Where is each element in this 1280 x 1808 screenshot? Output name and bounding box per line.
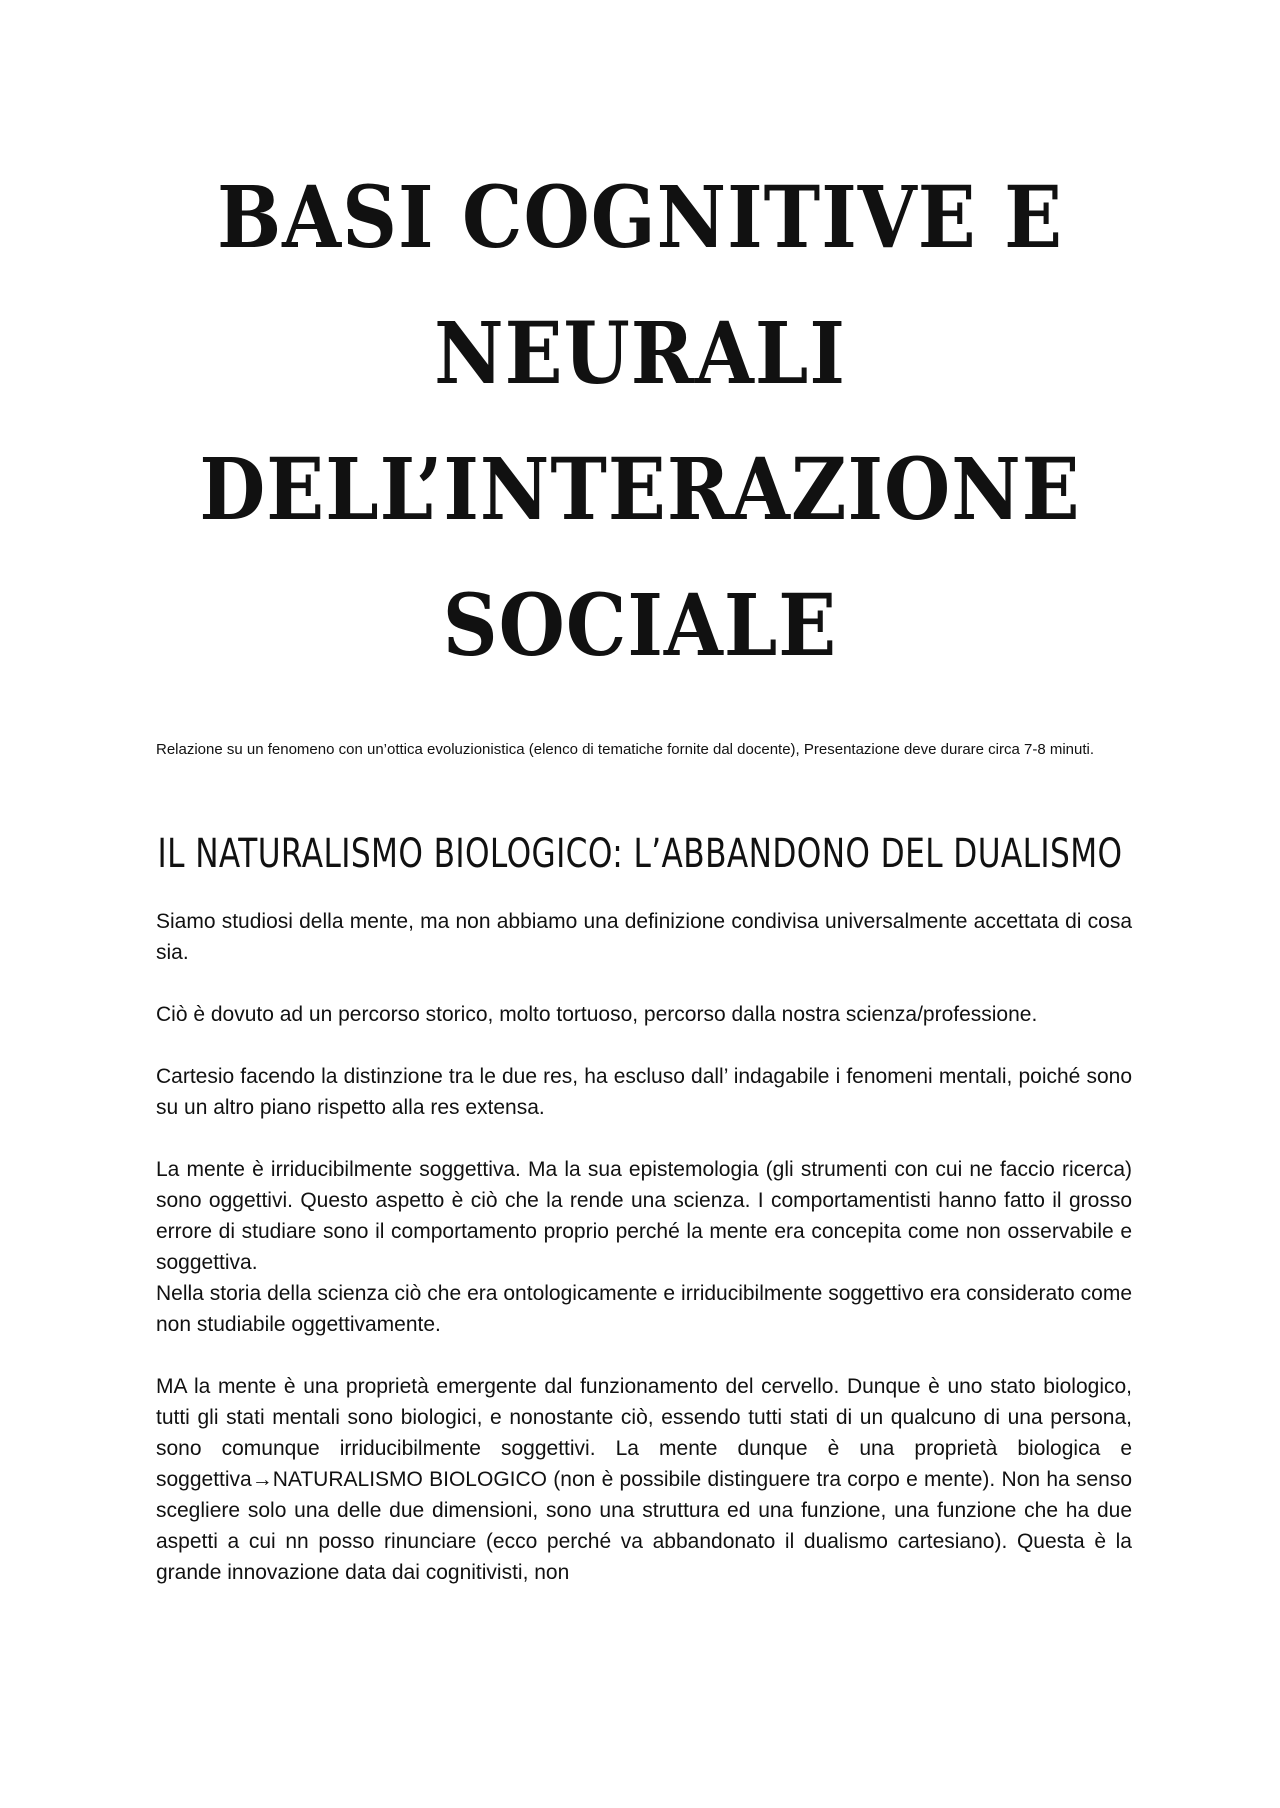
paragraph-3: Cartesio facendo la distinzione tra le due res, ha escluso dall’ indagabile i fenomeni mentali, poiché sono su un altro piano rispetto alla res extensa. [156, 1065, 1132, 1119]
paragraph-6: MA la mente è una proprietà emergente dal funzionamento del cervello. Dunque è uno stato biologico, tutti gli stati mentali sono biologici, e nonostante ciò, essendo tutti stati di un qualcuno di una persona, sono comunque irriducibilmente soggettivi. La mente dunque è una proprietà biologica e soggettiva→NATURALISMO BIOLOGICO (non è possibile distinguere tra corpo e mente). Non ha senso scegliere solo una delle due dimensioni, sono una struttura ed una funzione, una funzione che ha due aspetti a cui nn posso rinunciare (ecco perché va abbandonato il dualismo cartesiano). Questa è la grande innovazione data dai cognitivisti, non [156, 1375, 1132, 1584]
title-line-1: BASI COGNITIVE E [216, 167, 1064, 268]
section-heading: IL NATURALISMO BIOLOGICO: L’ABBANDONO DEL DUALISMO [157, 831, 1123, 877]
title-line-3: DELL’INTERAZIONE [199, 439, 1081, 540]
paragraph-4: La mente è irriducibilmente soggettiva. Ma la sua epistemologia (gli strumenti con cui ne faccio ricerca) sono oggettivi. Questo aspetto è ciò che la rende una scienza. I comportamentisti hanno fatto il grosso errore di studiare sono il comportamento proprio perché la mente era concepita come non osservabile e soggettiva. [156, 1158, 1132, 1274]
body-text [156, 906, 1132, 1588]
subtitle-note: Relazione su un fenomeno con un’ottica evoluzionistica (elenco di tematiche fornite dal docente), Presentazione deve durare circa 7-8 minuti. [156, 741, 1095, 758]
paragraph-1: Siamo studiosi della mente, ma non abbiamo una definizione condivisa universalmente accettata di cosa sia. [156, 910, 1132, 964]
paragraph-2: Ciò è dovuto ad un percorso storico, molto tortuoso, percorso dalla nostra scienza/professione. [156, 1003, 1038, 1026]
paragraph-5: Nella storia della scienza ciò che era ontologicamente e irriducibilmente soggettivo era considerato come non studiabile oggettivamente. [156, 1282, 1132, 1336]
title-line-2: NEURALI [434, 303, 846, 404]
title-line-4: SOCIALE [442, 575, 838, 676]
document-title [0, 150, 1280, 694]
